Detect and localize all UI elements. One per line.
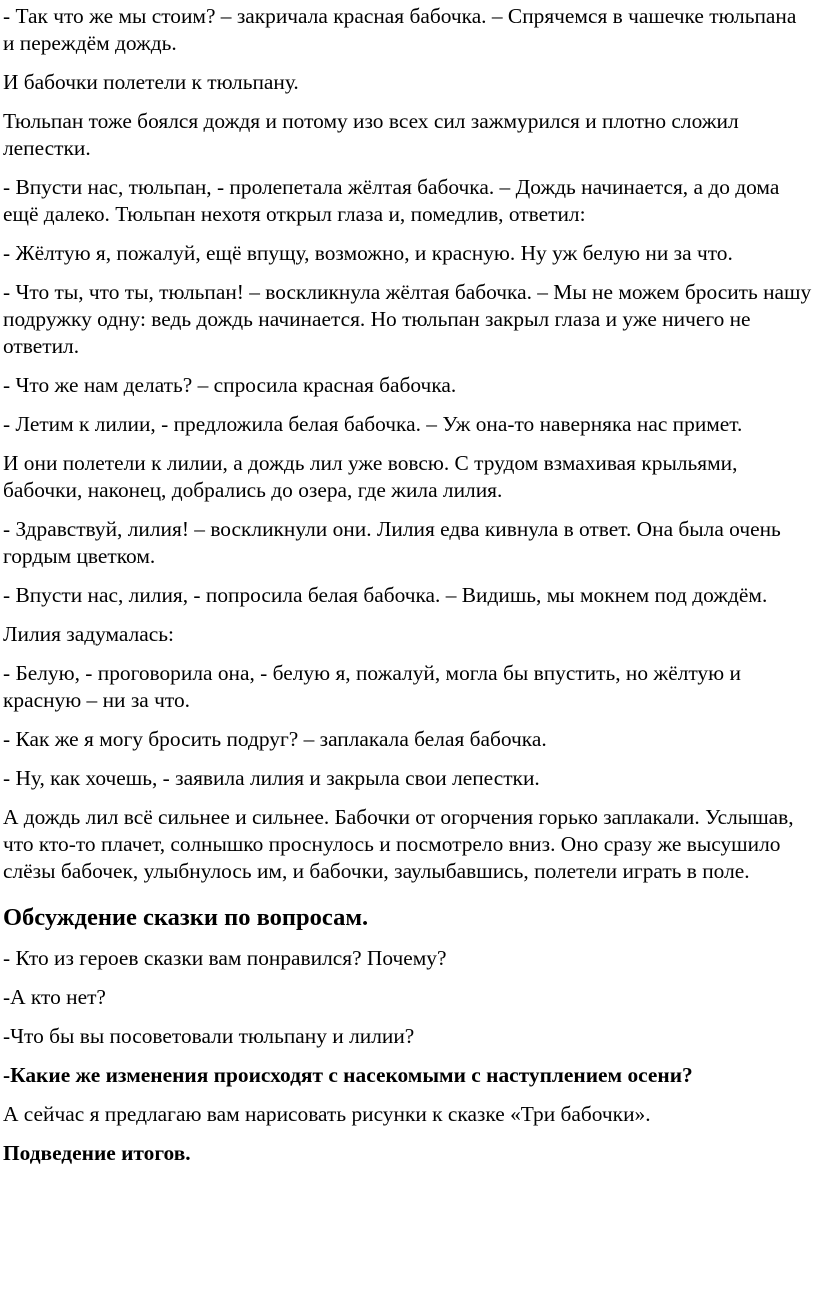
story-paragraph-12: Лилия задумалась:: [3, 622, 174, 646]
story-paragraph-11: - Впусти нас, лилия, - попросила белая бабочка. – Видишь, мы мокнем под дождём.: [3, 583, 768, 607]
story-paragraph-10: - Здравствуй, лилия! – воскликнули они. Лилия едва кивнула в ответ. Она была очень гордым цветком.: [3, 517, 781, 568]
discussion-question-2: -А кто нет?: [3, 985, 106, 1009]
discussion-heading: Обсуждение сказки по вопросам.: [3, 904, 369, 931]
discussion-question-4: -Какие же изменения происходят с насекомыми с наступлением осени?: [3, 1063, 693, 1087]
story-paragraph-4: - Впусти нас, тюльпан, - пролепетала жёлтая бабочка. – Дождь начинается, а до дома ещё далеко. Тюльпан нехотя открыл глаза и, помедлив, ответил:: [3, 175, 780, 226]
discussion-question-3: -Что бы вы посоветовали тюльпану и лилии?: [3, 1024, 415, 1048]
story-paragraph-9: И они полетели к лилии, а дождь лил уже вовсю. С трудом взмахивая крыльями, бабочки, наконец, добрались до озера, где жила лилия.: [3, 451, 738, 502]
story-paragraph-3: Тюльпан тоже боялся дождя и потому изо всех сил зажмурился и плотно сложил лепестки.: [3, 109, 739, 160]
story-paragraph-14: - Как же я могу бросить подруг? – заплакала белая бабочка.: [3, 727, 547, 751]
story-paragraph-1: - Так что же мы стоим? – закричала красная бабочка. – Спрячемся в чашечке тюльпана и переждём дождь.: [3, 4, 797, 55]
discussion-question-1: - Кто из героев сказки вам понравился? Почему?: [3, 946, 447, 970]
story-paragraph-5: - Жёлтую я, пожалуй, ещё впущу, возможно, и красную. Ну уж белую ни за что.: [3, 241, 733, 265]
story-paragraph-8: - Летим к лилии, - предложила белая бабочка. – Уж она-то наверняка нас примет.: [3, 412, 743, 436]
story-paragraph-6: - Что ты, что ты, тюльпан! – воскликнула жёлтая бабочка. – Мы не можем бросить нашу подружку одну: ведь дождь начинается. Но тюльпан закрыл глаза и уже ничего не ответил.: [3, 280, 812, 358]
story-paragraph-7: - Что же нам делать? – спросила красная бабочка.: [3, 373, 457, 397]
story-paragraph-13: - Белую, - проговорила она, - белую я, пожалуй, могла бы впустить, но жёлтую и красную – ни за что.: [3, 661, 741, 712]
summary-heading: Подведение итогов.: [3, 1141, 191, 1165]
story-paragraph-16: А дождь лил всё сильнее и сильнее. Бабочки от огорчения горько заплакали. Услышав, что кто-то плачет, солнышко проснулось и посмотрело вниз. Оно сразу же высушило слёзы бабочек, улыбнулось им, и бабочки, заулыбавшись, полетели играть в поле.: [3, 805, 794, 883]
story-paragraph-15: - Ну, как хочешь, - заявила лилия и закрыла свои лепестки.: [3, 766, 540, 790]
drawing-task: А сейчас я предлагаю вам нарисовать рисунки к сказке «Три бабочки».: [3, 1102, 651, 1126]
story-paragraph-2: И бабочки полетели к тюльпану.: [3, 70, 299, 94]
